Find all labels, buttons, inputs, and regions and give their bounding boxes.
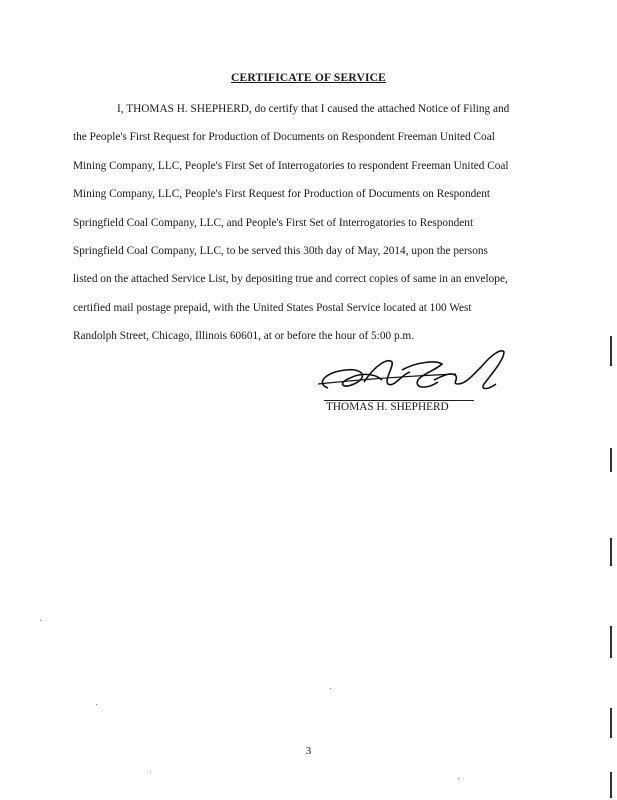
body-line: listed on the attached Service List, by depositing true and correct copies of same in an envelope, [73,273,508,286]
scan-speck [458,778,459,779]
body-line: I, THOMAS H. SHEPHERD, do certify that I caused the attached Notice of Filing and [117,103,510,115]
body-line: the People's First Request for Production of Documents on Respondent Freeman United Coal [73,131,495,144]
scan-speck [330,688,331,689]
handwritten-signature [306,344,516,402]
signature-block [306,344,516,414]
body-line: Randolph Street, Chicago, Illinois 60601, at or before the hour of 5:00 p.m. [73,330,415,343]
scan-edge-mark [610,336,612,366]
certificate-title: CERTIFICATE OF SERVICE [230,72,387,84]
body-line: certified mail postage prepaid, with the United States Postal Service located at 100 West [73,301,472,314]
body-line: Springfield Coal Company, LLC, and People's First Set of Interrogatories to Respondent [73,216,474,229]
body-line: Mining Company, LLC, People's First Request for Production of Documents on Respondent [73,188,491,201]
body-line: Mining Company, LLC, People's First Set of Interrogatories to respondent Freeman United Coal [73,159,509,172]
scan-edge-mark [610,626,612,658]
scan-edge-mark [610,538,612,566]
body-line: Springfield Coal Company, LLC, to be served this 30th day of May, 2014, upon the persons [73,244,488,257]
scan-edge-mark [610,448,612,472]
scan-edge-mark [610,708,612,738]
signatory-name: THOMAS H. SHEPHERD [326,401,449,413]
scan-speck [150,772,151,773]
scan-speck [96,704,97,705]
scan-edge-mark [610,772,612,798]
page-number: 3 [305,745,312,757]
scan-speck [40,620,41,621]
certificate-body [73,101,553,357]
